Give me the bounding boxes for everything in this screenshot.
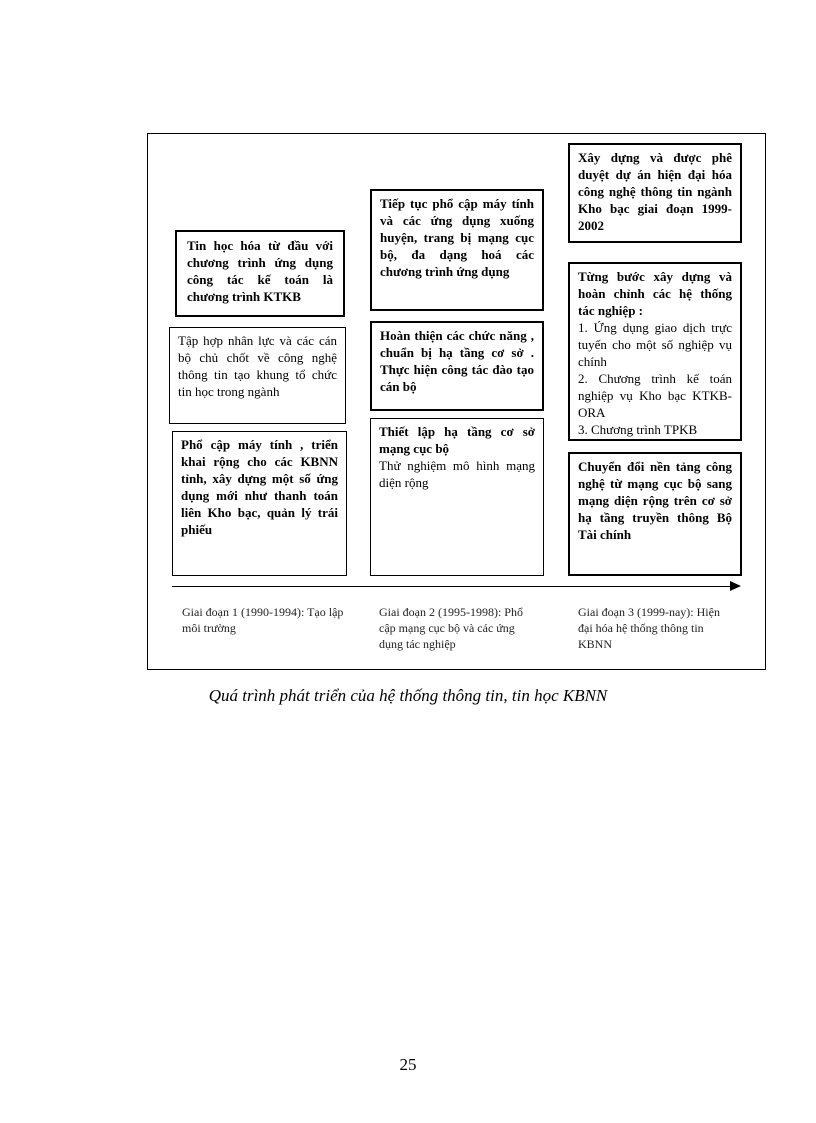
phase3-box-chuyen-doi-nen-tang <box>568 452 742 576</box>
phase-label-1: Giai đoạn 1 (1990-1994): Tạo lập môi trường <box>182 605 344 635</box>
phase-label-2: Giai đoạn 2 (1995-1998): Phổ cập mạng cục bộ và các ứng dụng tác nghiệp <box>379 605 523 651</box>
phase3-item-1: 1. Ứng dụng giao dịch trực tuyến cho một số nghiệp vụ chính <box>578 320 732 369</box>
phase3-box-du-an-hien-dai-hoa <box>568 143 742 243</box>
phase3-box-du-an-text: Xây dựng và được phê duyệt dự án hiện đại hóa công nghệ thông tin ngành Kho bạc giai đoạn 1999-2002 <box>578 150 732 233</box>
phase3-box-chuyen-doi-text: Chuyển đổi nền tảng công nghệ từ mạng cục bộ sang mạng diện rộng trên cơ sở hạ tầng truyền thông Bộ Tài chính <box>578 459 732 542</box>
phase3-box-tac-nghiep-title: Từng bước xây dựng và hoàn chỉnh các hệ thống tác nghiệp : <box>578 269 732 318</box>
phase1-box-tin-hoc-hoa-text: Tin học hóa từ đầu với chương trình ứng dụng công tác kế toán là chương trình KTKB <box>187 238 333 304</box>
phase1-box-tin-hoc-hoa <box>175 230 345 317</box>
phase1-box-pho-cap-may-tinh <box>172 431 347 576</box>
phase1-box-tap-hop-nhan-luc-text: Tập hợp nhân lực và các cán bộ chủ chốt về công nghệ thông tin tạo khung tổ chức tin học trong ngành <box>178 333 337 399</box>
phase2-box-hoan-thien <box>370 321 544 411</box>
phase2-box-thiet-lap-title: Thiết lập hạ tầng cơ sở mạng cục bộ <box>379 424 535 456</box>
phase1-box-pho-cap-may-tinh-text: Phổ cập máy tính , triển khai rộng cho các KBNN tỉnh, xây dựng một số ứng dụng mới như thanh toán liên Kho bạc, quản lý trái phiếu <box>181 437 338 537</box>
phase2-box-tiep-tuc-pho-cap <box>370 189 544 311</box>
phase2-box-tiep-tuc-pho-cap-text: Tiếp tục phổ cập máy tính và các ứng dụng xuống huyện, trang bị mạng cục bộ, đa dạng hoá các chương trình ứng dụng <box>380 196 534 279</box>
timeline-arrow-head-icon <box>730 581 741 591</box>
phase2-box-hoan-thien-text: Hoàn thiện các chức năng , chuẩn bị hạ tầng cơ sở . Thực hiện công tác đào tạo cán bộ <box>380 328 534 394</box>
page-number: 25 <box>399 1055 417 1074</box>
phase3-item-3: 3. Chương trình TPKB <box>578 422 698 437</box>
phase3-item-2: 2. Chương trình kế toán nghiệp vụ Kho bạc KTKB-ORA <box>578 371 732 420</box>
timeline-arrow-line <box>172 586 732 587</box>
phase2-box-thiet-lap-ha-tang <box>370 418 544 576</box>
phase2-box-thiet-lap-body: Thử nghiệm mô hình mạng diện rộng <box>379 458 535 490</box>
phase1-box-tap-hop-nhan-luc <box>169 327 346 424</box>
figure-caption: Quá trình phát triển của hệ thống thông tin, tin học KBNN <box>208 686 608 705</box>
phase3-box-he-thong-tac-nghiep <box>568 262 742 441</box>
phase-label-3: Giai đoạn 3 (1999-nay): Hiện đại hóa hệ thống thông tin KBNN <box>578 605 720 651</box>
